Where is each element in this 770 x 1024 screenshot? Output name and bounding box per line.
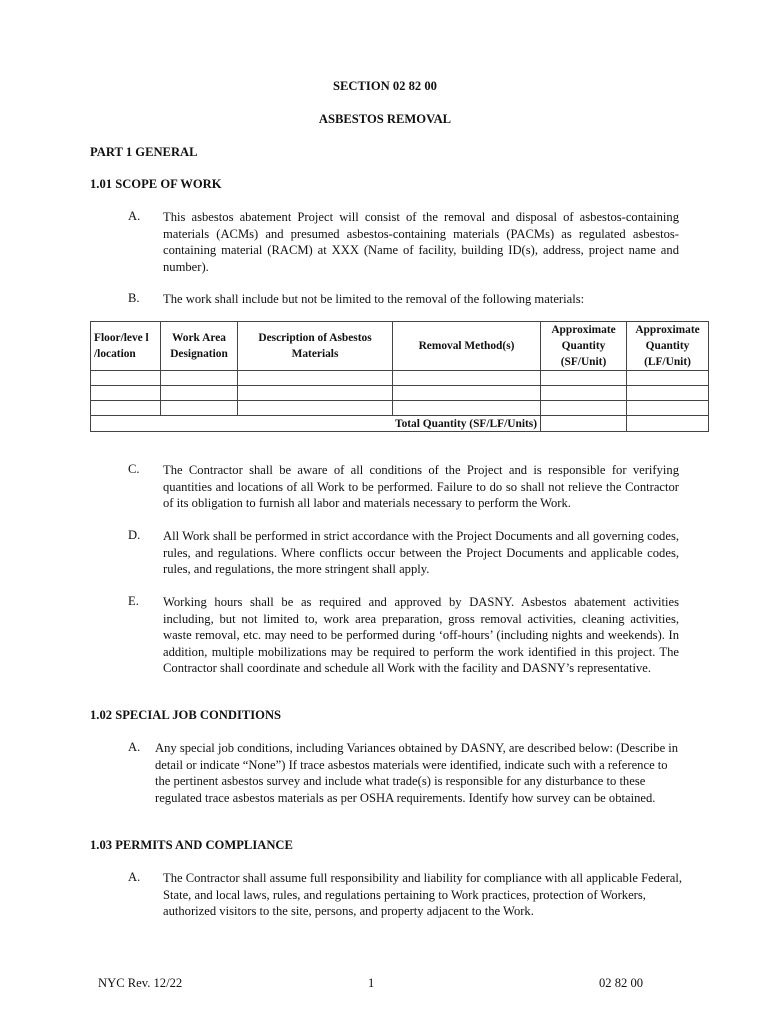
- item-text-d: All Work shall be performed in strict accordance with the Project Documents and all governing codes, rules, and regulations. Where conflicts occur between the Project Documents and applicable codes, rules, and regulations, the more stringent shall apply.: [163, 529, 679, 577]
- total-quantity-lf: [627, 416, 709, 432]
- table-header-row: [91, 322, 709, 371]
- table-cell: [161, 386, 238, 401]
- footer-section-number: 02 82 00: [599, 976, 644, 990]
- table-cell: [238, 371, 393, 386]
- table-header-cell: Removal Method(s): [393, 322, 541, 371]
- table-cell: [393, 371, 541, 386]
- section-heading-1-03: 1.03 PERMITS AND COMPLIANCE: [90, 838, 293, 852]
- materials-table: [90, 321, 709, 432]
- item-letter-a: A.: [128, 740, 141, 754]
- item-letter-a: A.: [128, 209, 141, 223]
- item-text-permits: The Contractor shall assume full responsibility and liability for compliance with all applicable Federal, State, and local laws, rules, and regulations pertaining to Work practices, protection of Workers, authorized visitors to the site, persons, and property adjacent to the Work.: [163, 871, 683, 919]
- table-header-cell: Description of Asbestos Materials: [238, 322, 393, 371]
- table-cell: [91, 386, 161, 401]
- table-cell: [393, 401, 541, 416]
- table-cell: [161, 371, 238, 386]
- table-header-cell: Approximate Quantity (LF/Unit): [627, 322, 709, 371]
- item-letter-d: D.: [128, 528, 141, 542]
- table-header-cell: Floor/leve l /location: [91, 322, 161, 371]
- item-letter-c: C.: [128, 462, 140, 476]
- document-title: ASBESTOS REMOVAL: [318, 112, 452, 126]
- item-letter-a: A.: [128, 870, 141, 884]
- table-total-row: [91, 416, 709, 432]
- item-text-c: The Contractor shall be aware of all conditions of the Project and is responsible for verifying quantities and locations of all Work to be performed. Failure to do so shall not relieve the Contractor of its obligation to furnish all labor and materials necessary to perform the Work.: [163, 463, 679, 511]
- section-heading-1-01: 1.01 SCOPE OF WORK: [90, 177, 222, 191]
- table-cell: [627, 371, 709, 386]
- footer-revision: NYC Rev. 12/22: [98, 976, 183, 990]
- table-row: [91, 386, 709, 401]
- item-letter-b: B.: [128, 291, 140, 305]
- total-quantity-sf: [541, 416, 627, 432]
- table-header-cell: Work Area Designation: [161, 322, 238, 371]
- table-row: [91, 401, 709, 416]
- table-cell: [627, 386, 709, 401]
- footer-page-number: 1: [368, 976, 375, 990]
- part-heading: PART 1 GENERAL: [90, 145, 198, 159]
- table-cell: [541, 371, 627, 386]
- table-cell: [541, 401, 627, 416]
- table-cell: [627, 401, 709, 416]
- table-cell: [91, 401, 161, 416]
- item-letter-e: E.: [128, 594, 139, 608]
- item-text-b: The work shall include but not be limited to the removal of the following materials:: [163, 292, 585, 306]
- item-text-special-conditions: Any special job conditions, including Variances obtained by DASNY, are described below: (Describe in detail or indicate “None”) If trace asbestos materials were identified, indicate such with a reference to the pertinent asbestos survey and include what trade(s) is responsible for any disturbance to these regulated trace asbestos materials as per OSHA requirements. Identify how survey can be obtained.: [155, 741, 679, 805]
- table-row: [91, 371, 709, 386]
- section-number: SECTION 02 82 00: [333, 79, 437, 93]
- table-cell: [541, 386, 627, 401]
- section-heading-1-02: 1.02 SPECIAL JOB CONDITIONS: [90, 708, 282, 722]
- table-cell: [91, 371, 161, 386]
- table-cell: [238, 386, 393, 401]
- table-cell: [161, 401, 238, 416]
- total-quantity-label: Total Quantity (SF/LF/Units): [91, 416, 541, 432]
- item-text-e: Working hours shall be as required and approved by DASNY. Asbestos abatement activities including, but not limited to, work area preparation, gross removal activities, cleaning activities, waste removal, etc. may need to be performed during ‘off-hours’ (including nights and weekends). In addition, multiple mobilizations may be required to perform the work identified in this project. The Contractor shall coordinate and schedule all Work with the facility and DASNY’s representative.: [163, 595, 679, 676]
- table-cell: [393, 386, 541, 401]
- table-header-cell: Approximate Quantity (SF/Unit): [541, 322, 627, 371]
- table-cell: [238, 401, 393, 416]
- item-text-a: This asbestos abatement Project will consist of the removal and disposal of asbestos-containing materials (ACMs) and presumed asbestos-containing materials (PACMs) as regulated asbestos-containing material (RACM) at XXX (Name of facility, building ID(s), address, project name and number).: [163, 210, 679, 274]
